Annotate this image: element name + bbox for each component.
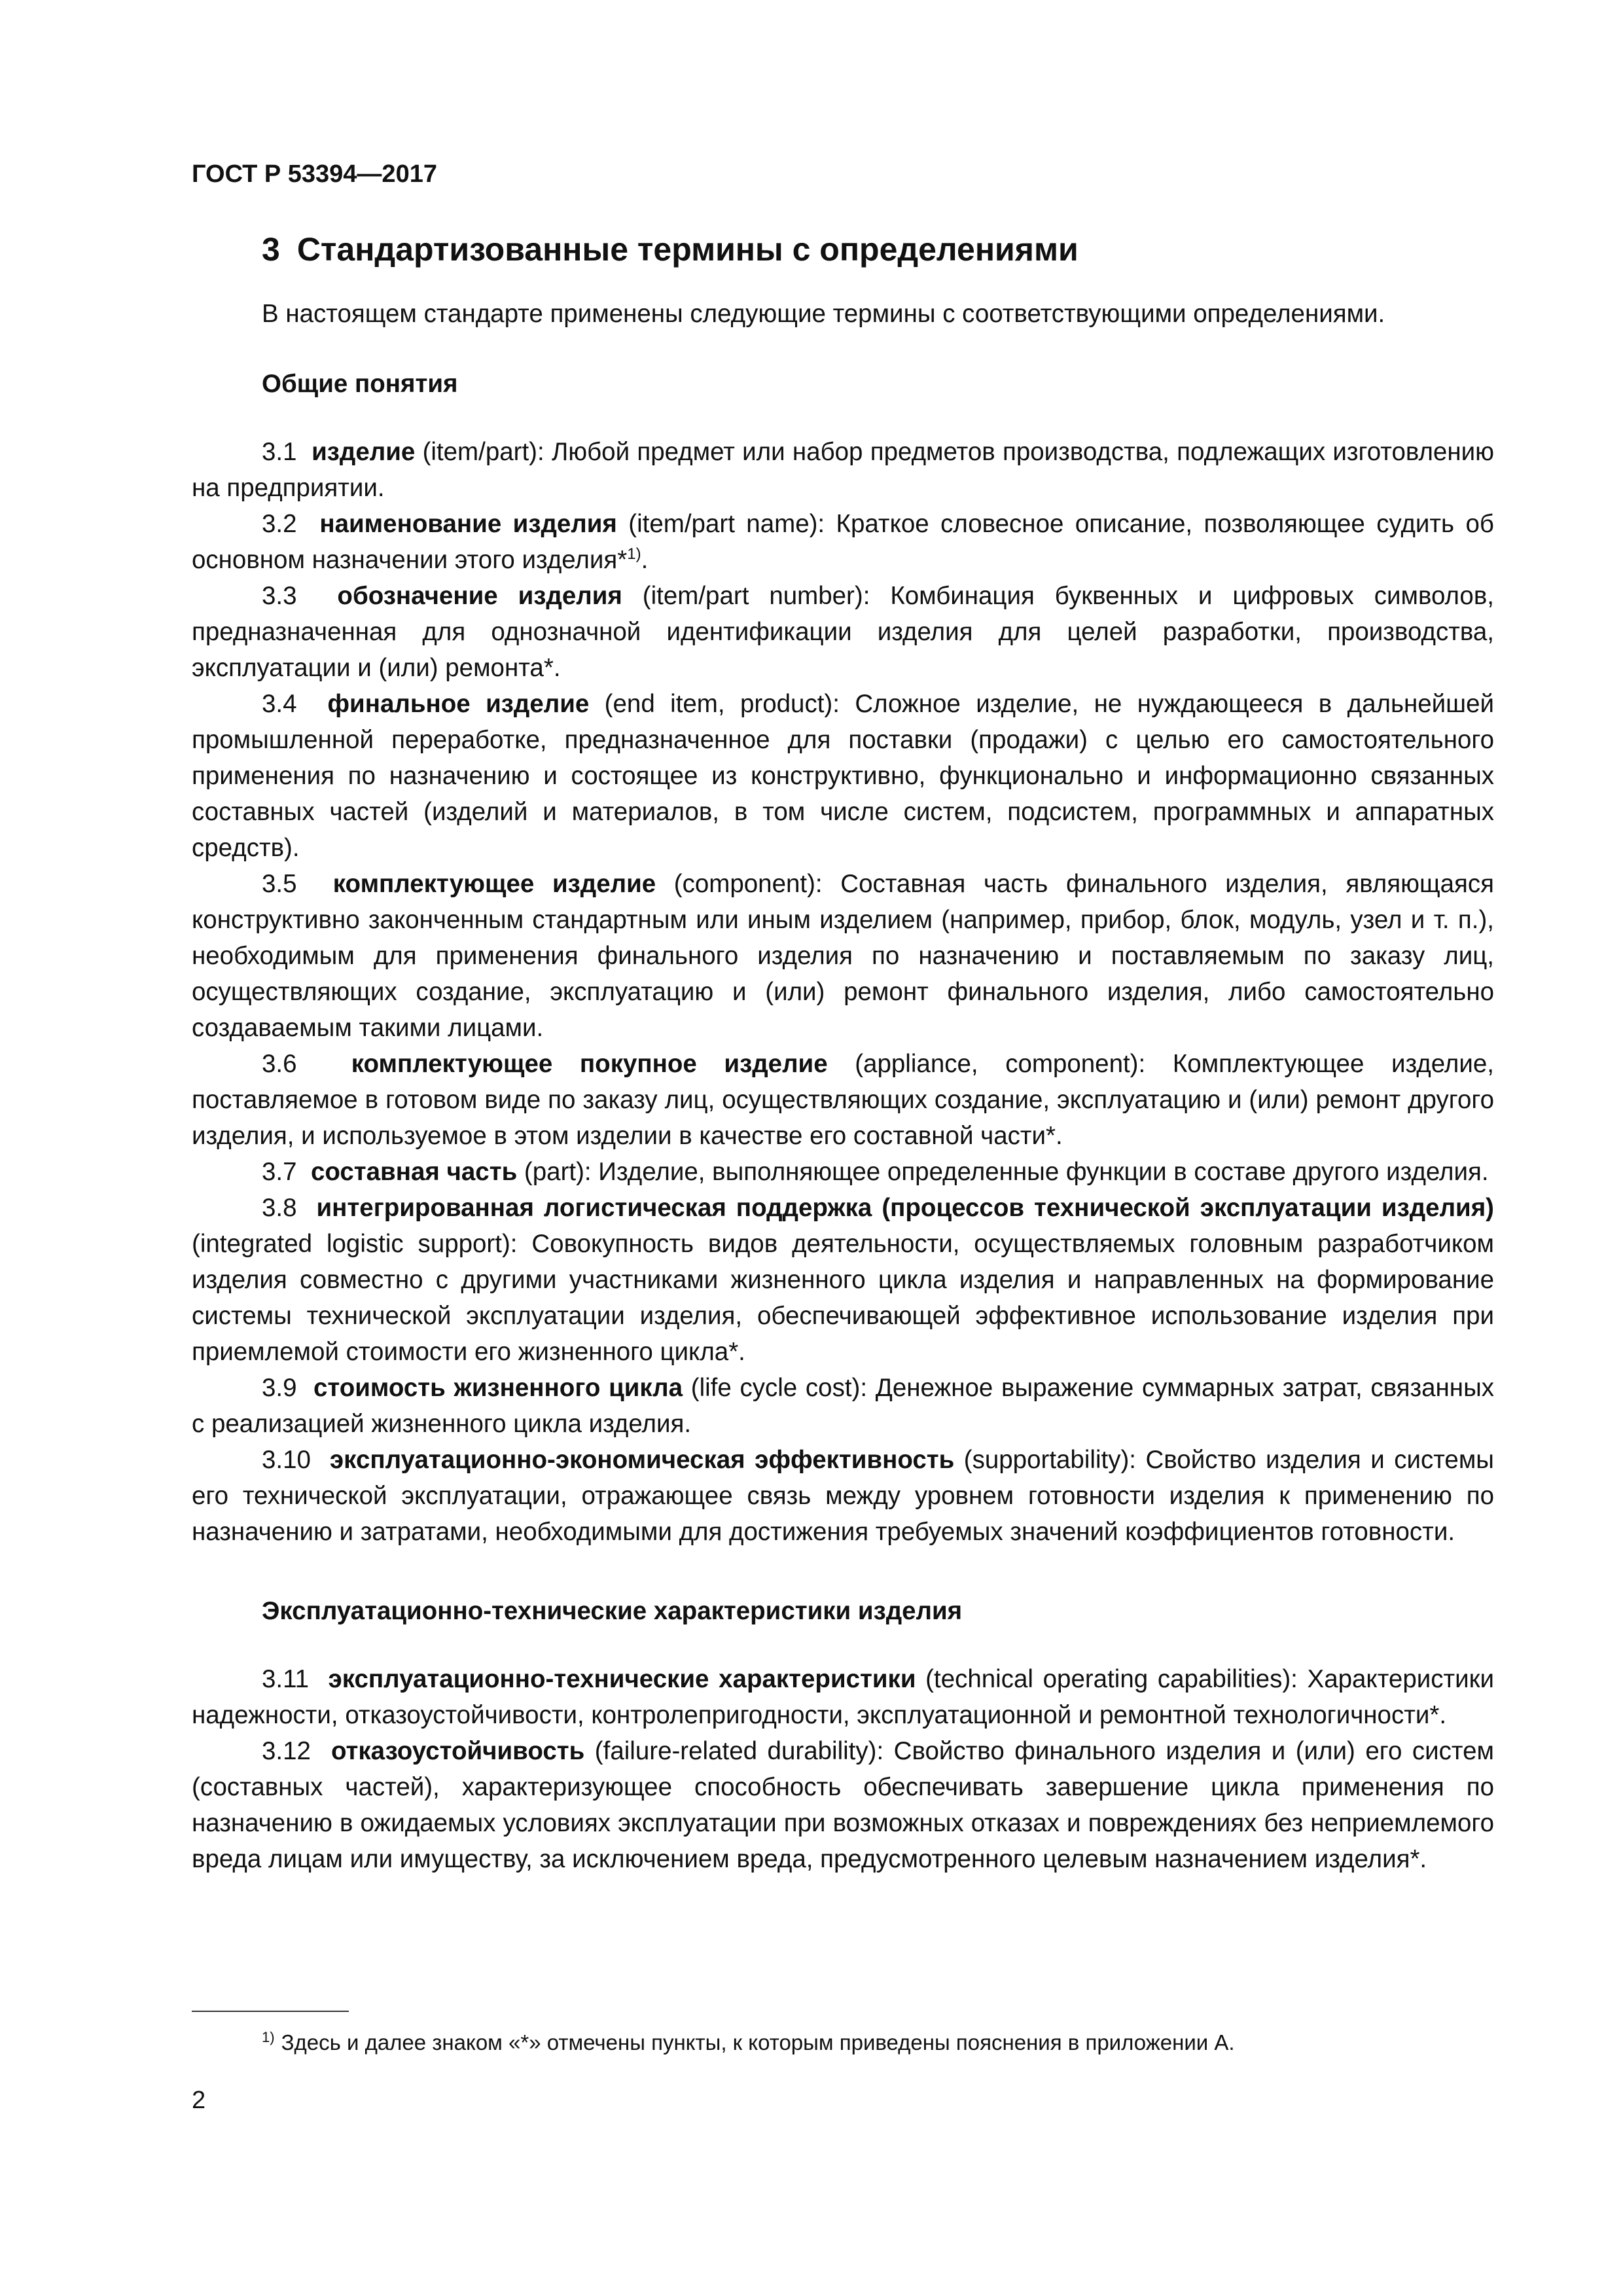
term-3-4 xyxy=(192,686,1494,866)
footnote-ref: 1) xyxy=(627,545,641,564)
term-3-11 xyxy=(192,1661,1494,1733)
term-3-1 xyxy=(192,434,1494,506)
term-number: 3.6 xyxy=(262,1050,297,1078)
term-name: изделие xyxy=(312,438,416,466)
term-number: 3.3 xyxy=(262,582,297,610)
term-3-2 xyxy=(192,506,1494,578)
document-header: ГОСТ Р 53394—2017 xyxy=(192,160,437,188)
group-heading-operational: Эксплуатационно-технические характеристики изделия xyxy=(262,1597,963,1625)
term-name: составная часть xyxy=(310,1158,518,1186)
page-number: 2 xyxy=(192,2087,206,2114)
term-number: 3.11 xyxy=(262,1665,310,1693)
term-3-10 xyxy=(192,1442,1494,1550)
section-number: 3 xyxy=(262,231,280,268)
term-3-9 xyxy=(192,1370,1494,1442)
term-name: комплектующее изделие xyxy=(332,870,656,898)
term-definition: (item/part number): Комбинация буквенных и цифровых символов, предназначенная для однозначной идентификации изделия для целей разработки, производства, эксплуатации и (или) ремонта*. xyxy=(192,582,1494,682)
term-name: обозначение изделия xyxy=(337,582,622,610)
term-name: эксплуатационно-технические характеристики xyxy=(328,1665,916,1693)
footnote-text: Здесь и далее знаком «*» отмечены пункты, к которым приведены пояснения в приложении А. xyxy=(281,2030,1235,2054)
term-3-7 xyxy=(192,1154,1494,1190)
term-number: 3.4 xyxy=(262,690,297,718)
term-definition: (appliance, component): Комплектующее изделие, поставляемое в готовом виде по заказу лиц, осуществляющих создание, эксплуатацию и (или) ремонт другого изделия, и используемое в этом изделии в качестве его составной части*. xyxy=(192,1050,1494,1150)
term-definition-tail: . xyxy=(641,546,649,574)
term-definition: (technical operating capabilities): Характеристики надежности, отказоустойчивости, контролепригодности, эксплуатационной и ремонтной технологичности*. xyxy=(192,1665,1494,1729)
section-title-text: Стандартизованные термины с определениями xyxy=(296,231,1079,268)
term-number: 3.7 xyxy=(262,1158,297,1186)
section-title xyxy=(262,230,1079,268)
term-3-6 xyxy=(192,1046,1494,1154)
term-number: 3.5 xyxy=(262,870,297,898)
terms-list-general xyxy=(192,434,1494,1550)
term-number: 3.1 xyxy=(262,438,297,466)
section-intro: В настоящем стандарте применены следующие термины с соответствующими определениями. xyxy=(262,300,1385,328)
term-name: финальное изделие xyxy=(327,690,590,718)
term-number: 3.10 xyxy=(262,1446,311,1474)
term-definition: (life cycle cost): Денежное выражение суммарных затрат, связанных с реализацией жизненного цикла изделия. xyxy=(192,1374,1494,1438)
term-number: 3.12 xyxy=(262,1737,311,1765)
group-heading-general: Общие понятия xyxy=(262,370,458,398)
term-name: эксплуатационно-экономическая эффективность xyxy=(329,1446,955,1474)
term-number: 3.9 xyxy=(262,1374,297,1402)
term-3-12 xyxy=(192,1733,1494,1877)
term-name: отказоустойчивость xyxy=(331,1737,585,1765)
term-3-5 xyxy=(192,866,1494,1046)
term-number: 3.2 xyxy=(262,510,297,538)
term-3-8 xyxy=(192,1190,1494,1370)
term-definition: (end item, product): Сложное изделие, не нуждающееся в дальнейшей промышленной переработке, предназначенное для поставки (продажи) с целью его самостоятельного применения по назначению и состоящее из конструктивно, функционально и информационно связанных составных частей (изделий и материалов, в том числе систем, подсистем, программных и аппаратных средств). xyxy=(192,690,1494,862)
footnote-mark: 1) xyxy=(262,2029,275,2045)
term-definition: (component): Составная часть финального изделия, являющаяся конструктивно законченным стандартным или иным изделием (например, прибор, блок, модуль, узел и т. п.), необходимым для применения финального изделия по назначению и поставляемым по заказу лиц, осуществляющих создание, эксплуатацию и (или) ремонт финального изделия, либо самостоятельно создаваемым такими лицами. xyxy=(192,870,1494,1042)
term-definition: (item/part): Любой предмет или набор предметов производства, подлежащих изготовлению на предприятии. xyxy=(192,438,1494,502)
footnote xyxy=(262,2029,1235,2055)
terms-list-operational xyxy=(192,1661,1494,1877)
term-definition: (supportability): Свойство изделия и системы его технической эксплуатации, отражающее связь между уровнем готовности изделия к применению по назначению и затратами, необходимыми для достижения требуемых значений коэффициентов готовности. xyxy=(192,1446,1494,1546)
footnote-divider xyxy=(192,2011,349,2012)
term-definition: (part): Изделие, выполняющее определенные функции в составе другого изделия. xyxy=(517,1158,1489,1186)
term-name: наименование изделия xyxy=(319,510,617,538)
term-definition: (integrated logistic support): Совокупность видов деятельности, осуществляемых головным разработчиком изделия совместно с другими участниками жизненного цикла изделия и направленных на формирование системы технической эксплуатации изделия, обеспечивающей эффективное использование изделия при приемлемой стоимости его жизненного цикла*. xyxy=(192,1230,1494,1366)
term-name: стоимость жизненного цикла xyxy=(313,1374,683,1402)
term-definition: (failure-related durability): Свойство финального изделия и (или) его систем (составных частей), характеризующее способность обеспечивать завершение цикла применения по назначению в ожидаемых условиях эксплуатации при возможных отказах и повреждениях без неприемлемого вреда лицам или имуществу, за исключением вреда, предусмотренного целевым назначением изделия*. xyxy=(192,1737,1494,1873)
term-name: комплектующее покупное изделие xyxy=(351,1050,828,1078)
term-3-3 xyxy=(192,578,1494,686)
term-number: 3.8 xyxy=(262,1194,297,1222)
term-name: интегрированная логистическая поддержка (процессов технической эксплуатации изделия) xyxy=(316,1194,1494,1222)
term-definition: (item/part name): Краткое словесное описание, позволяющее судить об основном назначении этого изделия* xyxy=(192,510,1494,574)
